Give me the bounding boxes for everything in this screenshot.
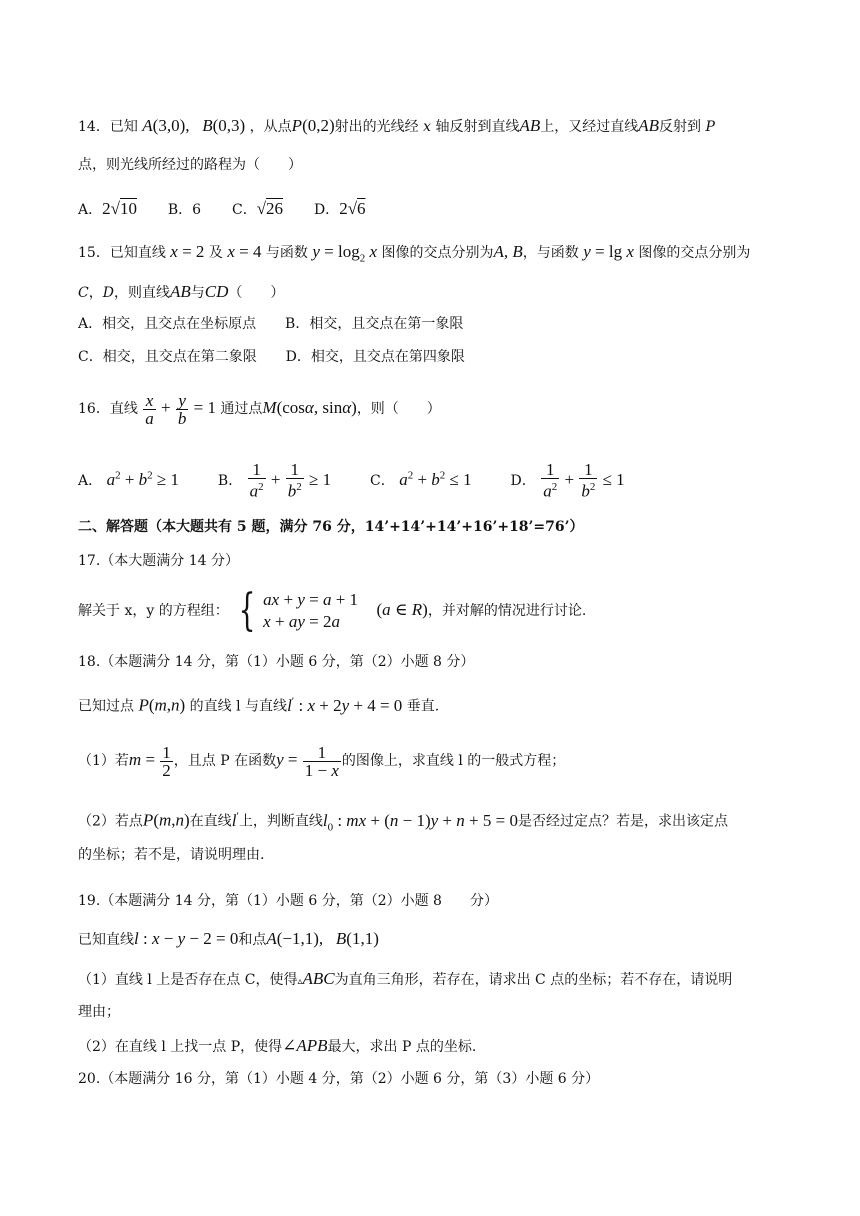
q15-options-row1 xyxy=(78,314,463,334)
q19-part1: （1）直线 l 上是否存在点 C，使得▵ABC为直角三角形，若存在，请求出 C 点的坐标；若不存在，请说明 xyxy=(78,969,733,988)
q18-part2-line2: 的坐标；若不是，请说明理由. xyxy=(78,847,265,863)
q18-header: 18.（本题满分 14 分，第（1）小题 6 分，第（2）小题 8 分） xyxy=(78,654,475,670)
q19-header: 19.（本题满分 14 分，第（1）小题 6 分，第（2）小题 8 分） xyxy=(78,893,498,909)
q16-option-a: A． $a^2 + b^2 \ge 1$ xyxy=(78,469,180,489)
q15-option-a: A．相交，且交点在坐标原点 xyxy=(78,316,257,332)
q15-stem: 15．已知直线 x = 2 及 x = 4 与函数 $y = \log_2 x$ 图像的交点分别为A, B，与函数 y = lg x 图像的交点分别为 xyxy=(78,242,751,265)
q17-stem: 解关于 x，y 的方程组： { ax + y = a + 1 x + ay = 2a (a ∈ R)，并对解的情况进行讨论. xyxy=(78,585,587,636)
q14-stem-line2: 点，则光线所经过的路程为（ ） xyxy=(78,157,302,173)
q20-header: 20.（本题满分 16 分，第（1）小题 4 分，第（2）小题 6 分，第（3）小题 6 分） xyxy=(78,1071,600,1087)
q14-stem: 14．已知 A(3,0), B(0,3) ，从点P(0,2)射出的光线经 x 轴反射到直线AB上，又经过直线AB反射到 P xyxy=(78,116,715,135)
q16-options xyxy=(78,455,625,501)
q16-stem: 16．直线 $\frac{x}{a}$ + $\frac{y}{b}$ = 1 通过点M(cosα, sinα)，则（ ） xyxy=(78,390,441,428)
q16-option-c: C． $a^2 + b^2 \le 1$ xyxy=(370,469,472,489)
q16-option-b: B． $\frac{1}{a^2}$ + $\frac{1}{b^2}$ ≥ 1 xyxy=(217,460,332,502)
q19-part1-line2: 理由； xyxy=(78,1004,120,1020)
q15-option-d: D．相交，且交点在第四象限 xyxy=(285,349,465,365)
q15-option-b: B．相交，且交点在第一象限 xyxy=(285,316,464,332)
q15-stem-line2: C，D，则直线AB与CD（ ） xyxy=(78,282,285,301)
q19-stem: 已知直线l : x − y − 2 = 0和点A(−1,1), B(1,1) xyxy=(78,929,379,948)
q14-options xyxy=(78,199,366,220)
q18-part1: （1）若m = $\frac{1}{2}$ ，且点 P 在函数y = $\frac{1}{1 - x}$ 的图像上，求直线 l 的一般式方程； xyxy=(78,742,566,780)
q14-option-c: C．√26 xyxy=(231,199,284,218)
q18-stem: 已知过点 P(m,n) 的直线 l 与直线l′ : x + 2y + 4 = 0 垂直. xyxy=(78,695,440,715)
q14-option-a: A．2√10 xyxy=(78,199,137,218)
q17-header: 17.（本大题满分 14 分） xyxy=(78,553,239,569)
q19-part2: （2）在直线 l 上找一点 P，使得∠APB最大，求出 P 点的坐标. xyxy=(78,1036,477,1055)
q15-options-row2 xyxy=(78,347,465,367)
q14-option-b: B．6 xyxy=(167,202,202,218)
q16-option-d: D． $\frac{1}{a^2}$ + $\frac{1}{b^2}$ ≤ 1 xyxy=(510,460,625,502)
q15-option-c: C．相交，且交点在第二象限 xyxy=(78,349,257,365)
q14-option-d: D．2√6 xyxy=(313,199,366,218)
section-heading: 二、解答题（本大题共有 5 题，满分 76 分，14’+14’+14’+16’+18’=76’） xyxy=(78,519,584,535)
q18-part2: （2）若点P(m,n)在直线l′上，判断直线$l_0$ : mx + (n − 1)y + n + 5 = 0是否经过定点？若是，求出该定点 xyxy=(78,810,728,834)
